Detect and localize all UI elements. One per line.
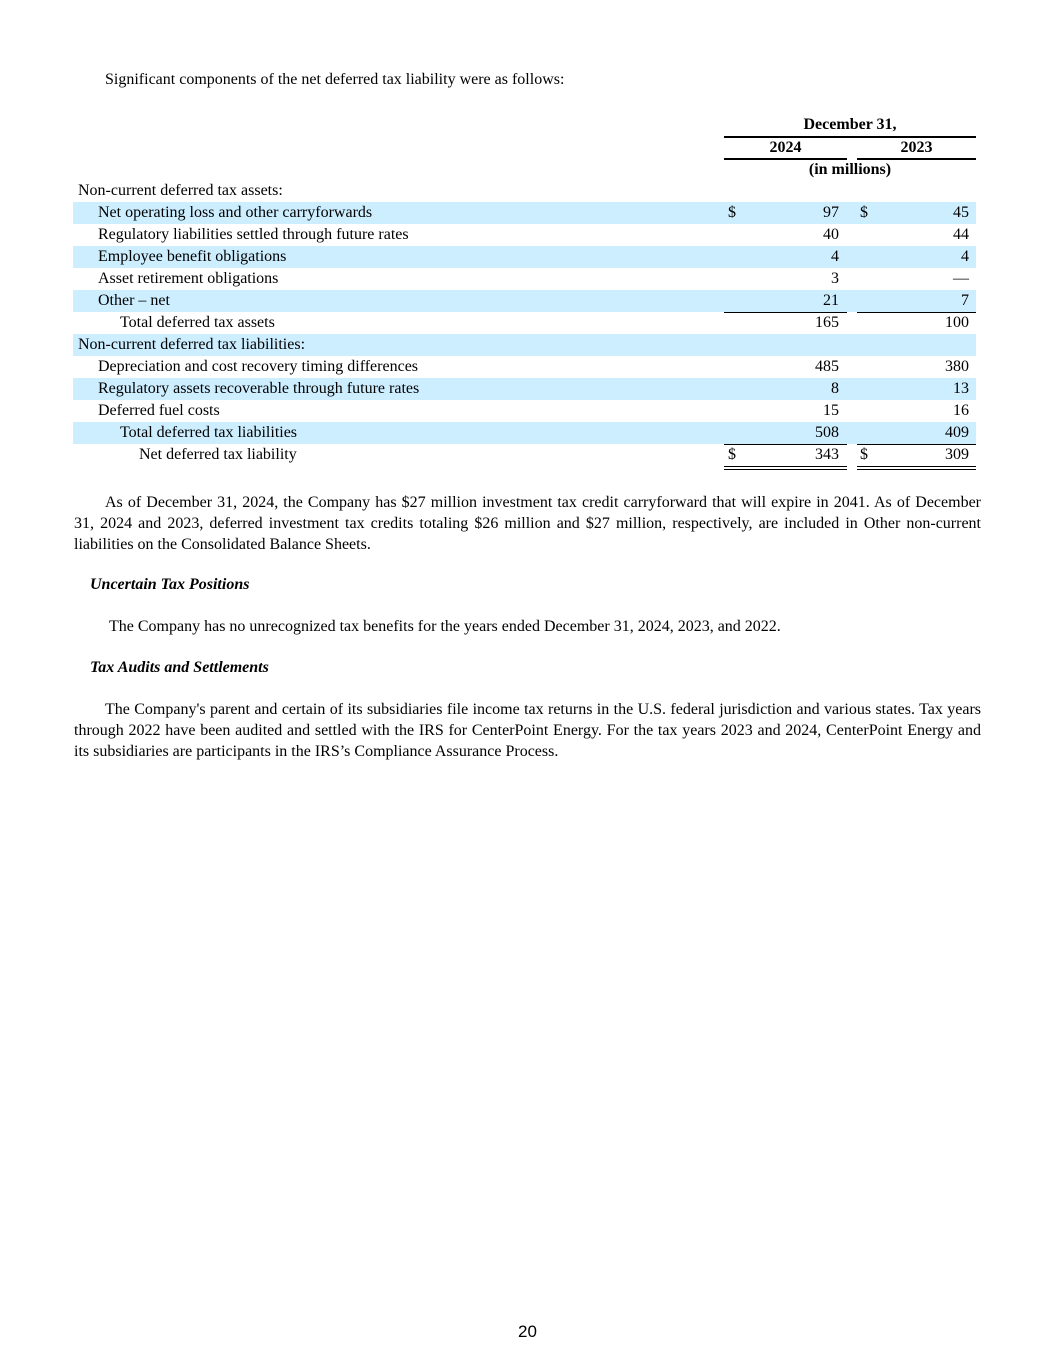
page-number: 20 (518, 1322, 537, 1341)
value-2024: 8 (831, 380, 839, 397)
value-2024: 97 (823, 204, 839, 221)
table-row (73, 268, 976, 290)
value-2023: 7 (961, 292, 969, 309)
section-title-row (73, 334, 976, 356)
value-2023: 309 (945, 446, 969, 463)
net-row (73, 444, 976, 466)
table-header-period: December 31, (724, 115, 976, 138)
table-row (73, 224, 976, 246)
row-label: Other – net (98, 292, 170, 309)
value-2023: 4 (961, 248, 969, 265)
table-header-units: (in millions) (808, 161, 892, 178)
table-row (73, 246, 976, 268)
currency-symbol: $ (860, 204, 868, 221)
currency-symbol: $ (728, 446, 736, 463)
row-label: Asset retirement obligations (98, 270, 279, 287)
value-2024: 3 (831, 270, 839, 287)
currency-symbol: $ (860, 446, 868, 463)
row-label: Deferred fuel costs (98, 402, 220, 419)
currency-symbol: $ (728, 204, 736, 221)
double-rule (857, 466, 976, 467)
value-2024: 508 (815, 424, 839, 441)
total-label: Total deferred tax assets (120, 314, 275, 331)
credits-paragraph: As of December 31, 2024, the Company has $27 million investment tax credit carryforward that will expire in 2041. As of December 31, 2024 and 2023, deferred investment tax credits totaling $26 million and $27 million, respectively, are included in Other non-current liabilities on the Consolidated Balance Sheets. (74, 494, 981, 553)
section-title: Non-current deferred tax assets: (78, 182, 283, 199)
value-2023: 44 (953, 226, 969, 243)
value-2023: 13 (953, 380, 969, 397)
value-2023: 45 (953, 204, 969, 221)
total-label: Total deferred tax liabilities (120, 424, 298, 441)
value-2024: 15 (823, 402, 839, 419)
row-label: Employee benefit obligations (98, 248, 287, 265)
row-label: Regulatory assets recoverable through future rates (98, 380, 420, 397)
value-2024: 21 (823, 292, 839, 309)
section-heading-uncertain: Uncertain Tax Positions (90, 576, 250, 593)
value-2023: 409 (945, 424, 969, 441)
row-label: Regulatory liabilities settled through future rates (98, 226, 409, 243)
value-2024: 343 (815, 446, 839, 463)
value-2023: 380 (945, 358, 969, 375)
double-rule (857, 469, 976, 470)
section-title-row (73, 180, 976, 202)
intro-text: Significant components of the net deferred tax liability were as follows: (105, 71, 565, 88)
double-rule (724, 469, 847, 470)
section-heading-audits: Tax Audits and Settlements (90, 659, 269, 676)
value-2024: 485 (815, 358, 839, 375)
audits-paragraph: The Company's parent and certain of its subsidiaries file income tax returns in the U.S. federal jurisdiction and various states. Tax years through 2022 have been audited and settled with the IRS for CenterPoint Energy. For the tax years 2023 and 2024, CenterPoint Energy and its subsidiaries are participants in the IRS’s Compliance Assurance Process. (74, 701, 981, 760)
value-2023: 100 (945, 314, 969, 331)
value-2024: 165 (815, 314, 839, 331)
section-title: Non-current deferred tax liabilities: (78, 336, 306, 353)
value-2023: 16 (953, 402, 969, 419)
value-2023: — (953, 270, 969, 287)
value-2024: 40 (823, 226, 839, 243)
table-header-year-2023: 2023 (857, 138, 976, 160)
table-row (73, 290, 976, 312)
table-header-year-2024: 2024 (724, 138, 847, 160)
net-label: Net deferred tax liability (139, 446, 297, 463)
row-label: Depreciation and cost recovery timing differences (98, 358, 419, 375)
uncertain-paragraph: The Company has no unrecognized tax benefits for the years ended December 31, 2024, 2023, and 2022. (109, 618, 781, 635)
table-row (73, 400, 976, 422)
row-label: Net operating loss and other carryforwards (98, 204, 373, 221)
total-row (73, 312, 976, 334)
table-row (73, 202, 976, 224)
total-row (73, 422, 976, 444)
table-row (73, 378, 976, 400)
value-2024: 4 (831, 248, 839, 265)
table-row (73, 356, 976, 378)
double-rule (724, 466, 847, 467)
